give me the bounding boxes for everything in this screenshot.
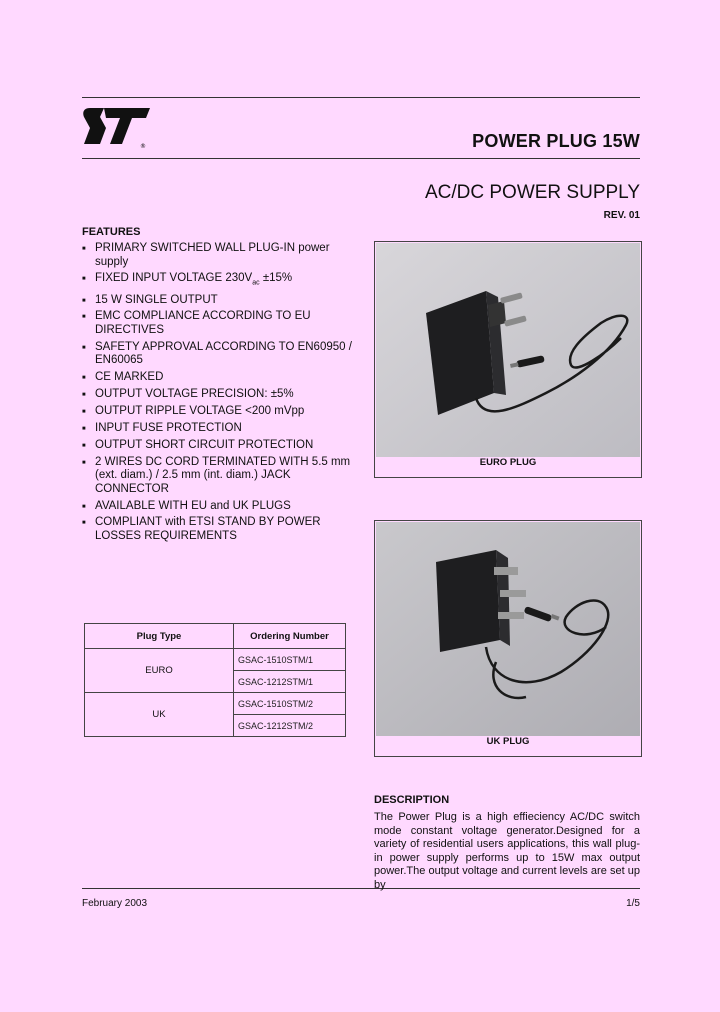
ordering-number-cell: GSAC-1510STM/1	[234, 649, 346, 671]
euro-plug-caption: EURO PLUG	[479, 457, 537, 468]
bullet-icon: ■	[82, 459, 86, 466]
bullet-icon: ■	[82, 344, 86, 351]
list-item: ■ CE MARKED	[82, 371, 164, 384]
ordering-number-cell: GSAC-1212STM/1	[234, 671, 346, 693]
list-item: ■ EMC COMPLIANCE ACCORDING TO EU DIRECTIVES	[82, 310, 311, 336]
footer-date: February 2003	[82, 898, 148, 909]
bullet-icon: ■	[82, 442, 86, 449]
uk-plug-figure	[374, 520, 642, 757]
table-row	[85, 693, 346, 715]
plug-type-cell: UK	[85, 693, 234, 737]
revision-label: REV. 01	[603, 210, 640, 221]
bullet-icon: ■	[82, 392, 86, 399]
table-row	[85, 649, 346, 671]
list-item: ■ PRIMARY SWITCHED WALL PLUG-IN power supply	[82, 242, 330, 268]
features-heading: FEATURES	[82, 226, 141, 238]
svg-text:ST: ST	[82, 104, 84, 105]
ordering-table	[84, 623, 346, 737]
bullet-icon: ■	[82, 520, 86, 527]
bullet-icon: ■	[82, 375, 86, 382]
bullet-icon: ■	[82, 297, 86, 304]
page-subtitle: AC/DC POWER SUPPLY	[424, 182, 640, 203]
list-item: ■ 15 W SINGLE OUTPUT	[82, 293, 218, 306]
bullet-icon: ■	[82, 314, 86, 321]
table-header-row	[85, 624, 346, 649]
top-rule	[82, 97, 640, 98]
list-item: ■ OUTPUT RIPPLE VOLTAGE <200 mVpp	[82, 405, 305, 418]
bullet-icon: ■	[82, 246, 86, 252]
list-item: ■ COMPLIANT with ETSI STAND BY POWER LOSSES REQUIREMENTS	[82, 516, 321, 542]
column-header-ordering-number: Ordering Number	[234, 624, 346, 649]
bullet-icon: ■	[82, 276, 86, 283]
bullet-icon: ■	[82, 409, 86, 416]
uk-plug-caption: UK PLUG	[486, 736, 530, 747]
list-item: ■ OUTPUT VOLTAGE PRECISION: ±5%	[82, 388, 294, 401]
bullet-icon: ■	[82, 503, 86, 510]
ordering-number-cell: GSAC-1212STM/2	[234, 715, 346, 737]
features-list	[82, 242, 352, 547]
list-item: ■ AVAILABLE WITH EU and UK PLUGS	[82, 499, 291, 512]
bullet-icon: ■	[82, 425, 86, 432]
st-logo	[82, 104, 154, 155]
plug-type-cell: EURO	[85, 649, 234, 693]
list-item: ■ SAFETY APPROVAL ACCORDING TO EN60950 / EN60065	[82, 340, 352, 367]
euro-plug-figure	[374, 241, 642, 478]
column-header-plug-type: Plug Type	[85, 624, 234, 649]
list-item: ■ OUTPUT SHORT CIRCUIT PROTECTION	[82, 438, 314, 451]
title-rule	[82, 158, 640, 159]
list-item: ■ FIXED INPUT VOLTAGE $230V_{ac} \pm 15\%$	[82, 272, 293, 287]
euro-plug-photo	[376, 243, 640, 457]
page-number: 1/5	[626, 898, 640, 909]
description-heading: DESCRIPTION	[374, 794, 450, 806]
list-item: ■ 2 WIRES DC CORD TERMINATED WITH 5.5 mm (ext. diam.) / 2.5 mm (int. diam.) JACK CONNECTOR	[82, 455, 351, 495]
svg-text:®: ®	[140, 143, 146, 150]
page-title: POWER PLUG 15W	[472, 131, 640, 151]
uk-plug-photo	[376, 522, 640, 736]
list-item: ■ INPUT FUSE PROTECTION	[82, 421, 242, 434]
ordering-number-cell: GSAC-1510STM/2	[234, 693, 346, 715]
description-text: The Power Plug is a high effieciency AC/DC switch mode constant voltage generator.Designed for a variety of residential users applications, this wall plug-in power supply performs up to 15W max output power.The output voltage and current levels are set up by	[374, 811, 640, 891]
